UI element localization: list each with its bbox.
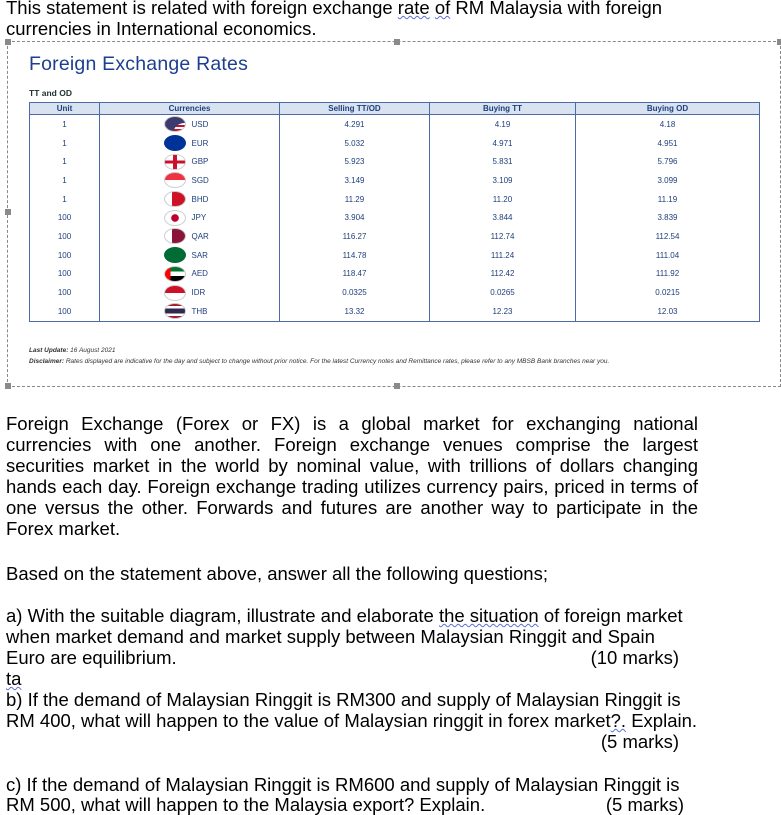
currency-cell [100,208,280,227]
qc-marks: (5 marks) [605,794,684,815]
buying-od-cell: 111.92 [576,265,760,284]
resize-handle-bl[interactable] [5,383,11,389]
selling-cell: 5.032 [280,134,430,153]
buying-od-cell: 5.796 [576,152,760,171]
unit-cell: 1 [30,152,100,171]
currency-cell [100,302,280,321]
th-flag-icon [164,303,186,319]
currency-cell [100,246,280,265]
buying-od-cell: 4.18 [576,115,760,134]
fx-row-sgd [30,171,760,190]
currency-cell [100,171,280,190]
currency-code: THB [191,306,208,316]
unit-cell: 100 [30,246,100,265]
selling-cell: 5.923 [280,152,430,171]
buying-tt-cell: 0.0265 [430,283,576,302]
currency-cell [100,134,280,153]
currency-code: JPY [191,213,207,223]
selling-cell: 114.78 [280,246,430,265]
stray-text [6,668,698,689]
buying-od-cell: 11.19 [576,190,760,209]
fx-title: Foreign Exchange Rates [29,53,249,75]
intro-line-2: currencies in International economics. [6,18,317,39]
buying-tt-cell: 4.19 [430,115,576,134]
unit-cell: 100 [30,302,100,321]
fx-row-sar [30,246,760,265]
fx-row-idr [30,283,760,302]
selling-cell: 0.0325 [280,283,430,302]
unit-cell: 1 [30,134,100,153]
header-buying-tt: Buying TT [430,103,576,115]
unit-cell: 1 [30,171,100,190]
header-buying-od: Buying OD [576,103,760,115]
buying-tt-cell: 4.971 [430,134,576,153]
selling-cell: 118.47 [280,265,430,284]
currency-code: USD [191,119,209,129]
buying-tt-cell: 3.109 [430,171,576,190]
forex-paragraph: Foreign Exchange (Forex or FX) is a global market for exchanging national currencies with one another. Foreign exchange venues comprise the largest securities market in the world by nominal value, with trillions of dollars changing hands each day. Foreign exchange trading utilizes currency pairs, priced in terms of one versus the other. Forwards and futures are another way to participate in the Forex market. [6,413,698,539]
buying-tt-cell: 12.23 [430,302,576,321]
last-update-label: Last Update: [29,347,69,354]
id-flag-icon [164,285,186,301]
intro-text: This statement is related with foreign exchange [6,0,398,18]
bh-flag-icon [164,191,186,207]
disclaimer-text: Rates displayed are indicative for the day and subject to change without prior notice. For the latest Currency notes and Remittance rates, please refer to any MBSB Bank branches near you. [64,358,610,365]
qb-text: RM 400, what will happen to the value of Malaysian ringgit in forex market [6,710,611,731]
unit-cell: 100 [30,265,100,284]
fx-row-thb [30,302,760,321]
intro-line-1 [6,0,698,18]
uk-flag-icon [164,154,186,170]
currency-code: EUR [191,138,209,148]
sa-flag-icon [164,247,186,263]
fx-row-jpy [30,208,760,227]
qa-text: a) With the suitable diagram, illustrate and elaborate [6,605,439,626]
currency-cell [100,283,280,302]
question-c-line-2 [6,794,698,815]
buying-od-cell: 0.0215 [576,283,760,302]
currency-code: IDR [191,288,206,298]
selling-cell: 4.291 [280,115,430,134]
unit-cell: 100 [30,283,100,302]
buying-od-cell: 3.099 [576,171,760,190]
buying-od-cell: 12.03 [576,302,760,321]
stray-ta: ta [6,668,22,689]
qb-marks: (5 marks) [600,731,679,752]
currency-code: AED [191,269,208,279]
buying-tt-cell: 11.20 [430,190,576,209]
jp-flag-icon [164,210,186,226]
buying-od-cell: 3.839 [576,208,760,227]
buying-od-cell: 112.54 [576,227,760,246]
disclaimer [29,357,744,367]
unit-cell: 1 [30,190,100,209]
qa-flag-icon [164,228,186,244]
question-a-line-2: when market demand and market supply between Malaysian Ringgit and Spain [6,626,655,647]
qb-punct: ?. [610,710,627,731]
resize-handle-ml[interactable] [5,209,11,215]
question-a-line-1 [6,605,698,626]
buying-tt-cell: 3.844 [430,208,576,227]
fx-row-eur [30,134,760,153]
intro-rate-word: rate [397,0,430,18]
selling-cell: 116.27 [280,227,430,246]
currency-cell [100,265,280,284]
last-update-date: 16 August 2021 [68,347,116,354]
qa-line-3-text: Euro are equilibrium. [6,647,177,668]
selling-cell: 3.149 [280,171,430,190]
qc-text: RM 500, what will happen to the Malaysia export? Explain. [6,794,486,815]
currency-cell [100,190,280,209]
selling-cell: 11.29 [280,190,430,209]
eu-flag-icon [164,135,186,151]
disclaimer-label: Disclaimer: [29,358,65,365]
question-b-line-1: b) If the demand of Malaysian Ringgit is RM300 and supply of Malaysian Ringgit is [6,689,681,710]
fx-row-gbp [30,152,760,171]
header-unit: Unit [30,103,100,115]
selling-cell: 13.32 [280,302,430,321]
resize-handle-tr[interactable] [777,39,781,45]
fx-row-usd [30,115,760,134]
resize-handle-tl[interactable] [5,39,11,45]
currency-code: GBP [191,157,209,167]
buying-tt-cell: 111.24 [430,246,576,265]
resize-handle-bm[interactable] [394,383,400,389]
qb-explain: Explain. [626,710,698,731]
fx-row-aed [30,265,760,284]
intro-text-end: RM Malaysia with foreign [450,0,663,18]
currency-cell [100,152,280,171]
buying-od-cell: 111.04 [576,246,760,265]
instruction: Based on the statement above, answer all the following questions; [6,563,548,584]
fx-header-row [30,103,760,115]
unit-cell: 1 [30,115,100,134]
qa-marks: (10 marks) [590,647,679,668]
selling-cell: 3.904 [280,208,430,227]
question-c-line-1: c) If the demand of Malaysian Ringgit is RM600 and supply of Malaysian Ringgit is [6,774,680,795]
question-b-line-2 [6,710,698,731]
currency-cell [100,115,280,134]
buying-od-cell: 4.951 [576,134,760,153]
fx-subtitle: TT and OD [29,88,72,98]
fx-rates-table [29,102,760,322]
header-selling: Selling TT/OD [280,103,430,115]
qa-text-end: of foreign market [538,605,683,626]
unit-cell: 100 [30,227,100,246]
unit-cell: 100 [30,208,100,227]
fx-row-bhd [30,190,760,209]
buying-tt-cell: 5.831 [430,152,576,171]
currency-cell [100,227,280,246]
fx-row-qar [30,227,760,246]
currency-code: QAR [191,231,209,241]
question-a-line-3 [6,647,698,668]
fx-rates-image[interactable] [7,41,781,387]
last-update [29,347,115,354]
buying-tt-cell: 112.42 [430,265,576,284]
sg-flag-icon [164,172,186,188]
us-flag-icon [164,116,186,132]
fx-table-body [30,115,760,322]
currency-code: SGD [191,175,209,185]
qa-situation: the situation [438,605,539,626]
ae-flag-icon [164,266,186,282]
resize-handle-tm[interactable] [394,39,400,45]
header-currencies: Currencies [100,103,280,115]
buying-tt-cell: 112.74 [430,227,576,246]
currency-code: SAR [191,250,208,260]
currency-code: BHD [191,194,209,204]
intro-of-word: of [434,0,451,18]
